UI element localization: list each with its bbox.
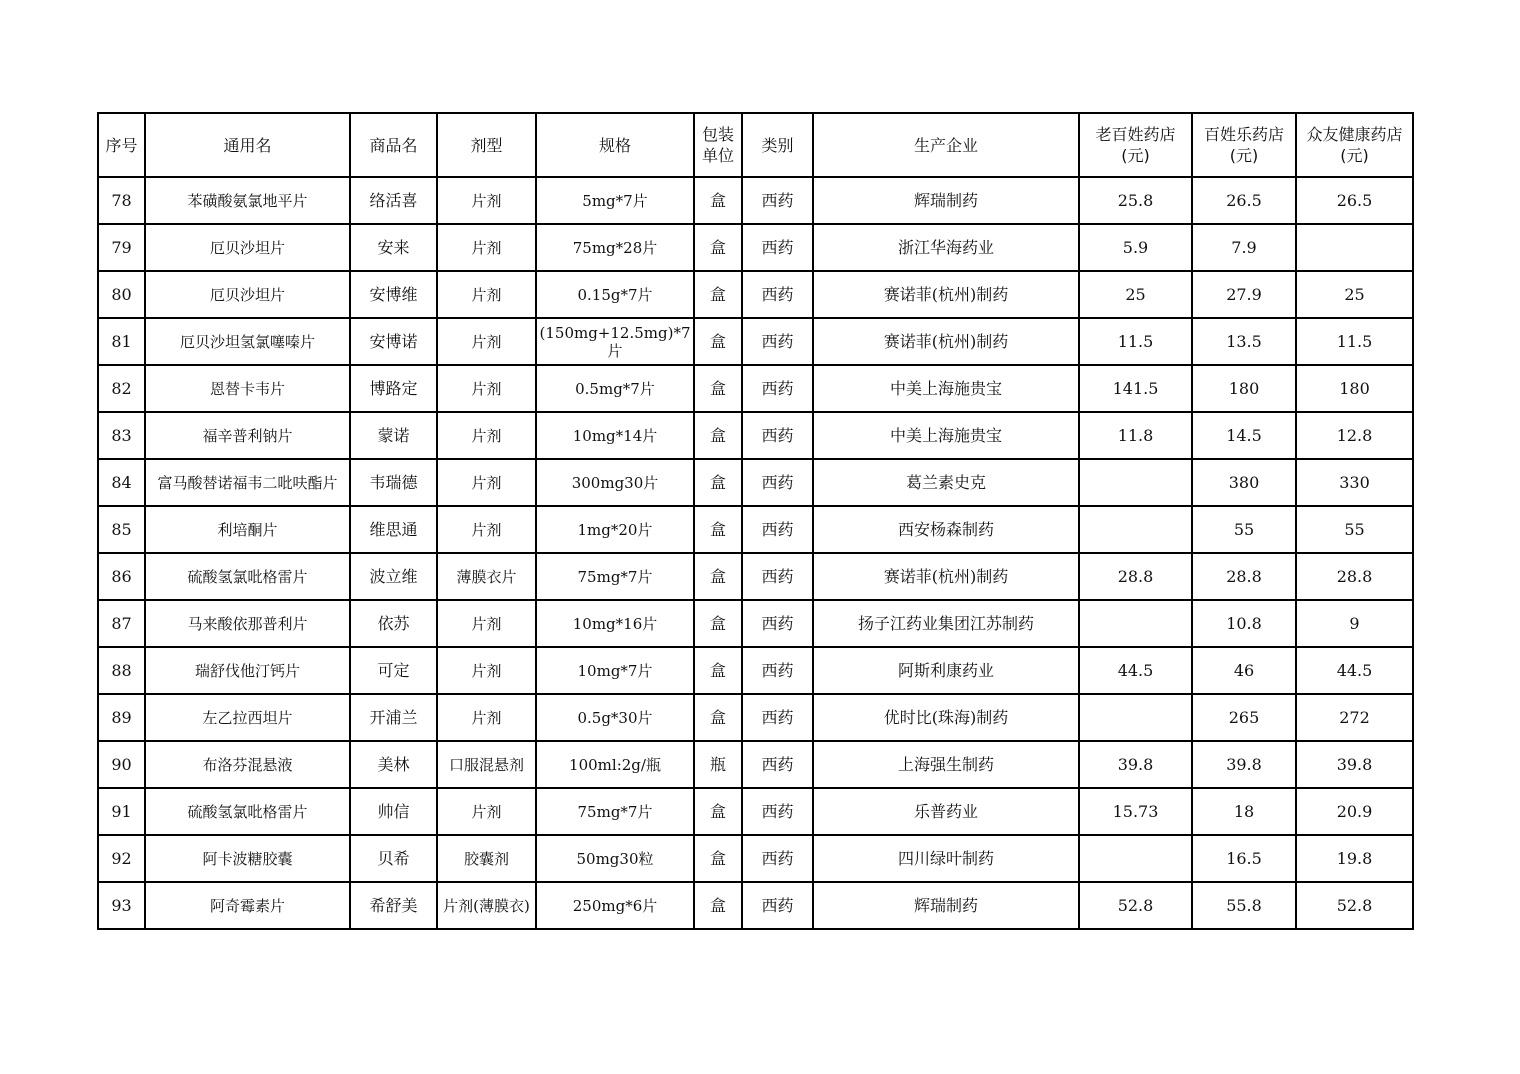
cell-store1-price: 25.8 bbox=[1079, 177, 1192, 224]
cell-generic-name: 左乙拉西坦片 bbox=[145, 694, 350, 741]
cell-store2-price: 265 bbox=[1192, 694, 1296, 741]
cell-package-unit: 盒 bbox=[694, 412, 742, 459]
header-store1-price: 老百姓药店(元) bbox=[1079, 113, 1192, 177]
cell-seq: 85 bbox=[98, 506, 145, 553]
cell-package-unit: 盒 bbox=[694, 459, 742, 506]
cell-specification: 75mg*7片 bbox=[536, 788, 694, 835]
cell-category: 西药 bbox=[742, 365, 813, 412]
cell-category: 西药 bbox=[742, 647, 813, 694]
cell-brand-name: 贝希 bbox=[350, 835, 437, 882]
cell-brand-name: 络活喜 bbox=[350, 177, 437, 224]
cell-dosage-form: 片剂 bbox=[437, 177, 536, 224]
cell-package-unit: 盒 bbox=[694, 553, 742, 600]
cell-generic-name: 阿奇霉素片 bbox=[145, 882, 350, 929]
cell-dosage-form: 片剂 bbox=[437, 365, 536, 412]
header-package-unit: 包装单位 bbox=[694, 113, 742, 177]
cell-generic-name: 苯磺酸氨氯地平片 bbox=[145, 177, 350, 224]
cell-store1-price: 141.5 bbox=[1079, 365, 1192, 412]
cell-store2-price: 10.8 bbox=[1192, 600, 1296, 647]
cell-store3-price: 11.5 bbox=[1296, 318, 1413, 365]
cell-store1-price: 52.8 bbox=[1079, 882, 1192, 929]
cell-brand-name: 可定 bbox=[350, 647, 437, 694]
header-manufacturer: 生产企业 bbox=[813, 113, 1079, 177]
cell-category: 西药 bbox=[742, 835, 813, 882]
table-row bbox=[98, 318, 1413, 365]
cell-brand-name: 维思通 bbox=[350, 506, 437, 553]
cell-dosage-form: 片剂 bbox=[437, 318, 536, 365]
cell-seq: 80 bbox=[98, 271, 145, 318]
cell-store1-price bbox=[1079, 694, 1192, 741]
cell-specification: (150mg+12.5mg)*7片 bbox=[536, 318, 694, 365]
cell-store1-price: 25 bbox=[1079, 271, 1192, 318]
cell-manufacturer: 赛诺菲(杭州)制药 bbox=[813, 271, 1079, 318]
cell-seq: 81 bbox=[98, 318, 145, 365]
cell-brand-name: 韦瑞德 bbox=[350, 459, 437, 506]
cell-store2-price: 46 bbox=[1192, 647, 1296, 694]
cell-manufacturer: 浙江华海药业 bbox=[813, 224, 1079, 271]
cell-seq: 87 bbox=[98, 600, 145, 647]
header-seq: 序号 bbox=[98, 113, 145, 177]
cell-store2-price: 180 bbox=[1192, 365, 1296, 412]
header-dosage-form: 剂型 bbox=[437, 113, 536, 177]
table-row bbox=[98, 694, 1413, 741]
cell-manufacturer: 阿斯利康药业 bbox=[813, 647, 1079, 694]
cell-category: 西药 bbox=[742, 459, 813, 506]
cell-seq: 83 bbox=[98, 412, 145, 459]
cell-dosage-form: 片剂 bbox=[437, 647, 536, 694]
cell-seq: 84 bbox=[98, 459, 145, 506]
header-category: 类别 bbox=[742, 113, 813, 177]
cell-store3-price: 28.8 bbox=[1296, 553, 1413, 600]
cell-store3-price: 180 bbox=[1296, 365, 1413, 412]
cell-category: 西药 bbox=[742, 553, 813, 600]
header-specification: 规格 bbox=[536, 113, 694, 177]
cell-seq: 91 bbox=[98, 788, 145, 835]
cell-specification: 100ml:2g/瓶 bbox=[536, 741, 694, 788]
cell-seq: 93 bbox=[98, 882, 145, 929]
cell-store2-price: 18 bbox=[1192, 788, 1296, 835]
header-brand-name: 商品名 bbox=[350, 113, 437, 177]
cell-seq: 92 bbox=[98, 835, 145, 882]
cell-dosage-form: 胶囊剂 bbox=[437, 835, 536, 882]
table-row bbox=[98, 224, 1413, 271]
price-table-sheet bbox=[97, 112, 1414, 930]
cell-brand-name: 开浦兰 bbox=[350, 694, 437, 741]
cell-store1-price: 39.8 bbox=[1079, 741, 1192, 788]
cell-store2-price: 28.8 bbox=[1192, 553, 1296, 600]
cell-specification: 75mg*28片 bbox=[536, 224, 694, 271]
cell-store3-price: 44.5 bbox=[1296, 647, 1413, 694]
cell-package-unit: 盒 bbox=[694, 318, 742, 365]
cell-manufacturer: 赛诺菲(杭州)制药 bbox=[813, 553, 1079, 600]
table-row bbox=[98, 271, 1413, 318]
cell-store2-price: 7.9 bbox=[1192, 224, 1296, 271]
cell-brand-name: 波立维 bbox=[350, 553, 437, 600]
cell-store1-price bbox=[1079, 506, 1192, 553]
cell-generic-name: 硫酸氢氯吡格雷片 bbox=[145, 553, 350, 600]
cell-generic-name: 阿卡波糖胶囊 bbox=[145, 835, 350, 882]
cell-store3-price bbox=[1296, 224, 1413, 271]
cell-specification: 10mg*16片 bbox=[536, 600, 694, 647]
cell-dosage-form: 薄膜衣片 bbox=[437, 553, 536, 600]
cell-store3-price: 55 bbox=[1296, 506, 1413, 553]
table-row bbox=[98, 459, 1413, 506]
cell-manufacturer: 中美上海施贵宝 bbox=[813, 365, 1079, 412]
table-row bbox=[98, 741, 1413, 788]
cell-store3-price: 26.5 bbox=[1296, 177, 1413, 224]
cell-seq: 79 bbox=[98, 224, 145, 271]
cell-store1-price bbox=[1079, 459, 1192, 506]
cell-dosage-form: 口服混悬剂 bbox=[437, 741, 536, 788]
cell-store3-price: 12.8 bbox=[1296, 412, 1413, 459]
cell-package-unit: 瓶 bbox=[694, 741, 742, 788]
table-row bbox=[98, 365, 1413, 412]
cell-brand-name: 美林 bbox=[350, 741, 437, 788]
cell-store1-price: 11.5 bbox=[1079, 318, 1192, 365]
cell-specification: 0.5mg*7片 bbox=[536, 365, 694, 412]
cell-specification: 300mg30片 bbox=[536, 459, 694, 506]
cell-package-unit: 盒 bbox=[694, 882, 742, 929]
cell-dosage-form: 片剂 bbox=[437, 459, 536, 506]
cell-seq: 89 bbox=[98, 694, 145, 741]
header-row bbox=[98, 113, 1413, 177]
cell-store3-price: 39.8 bbox=[1296, 741, 1413, 788]
cell-store2-price: 380 bbox=[1192, 459, 1296, 506]
cell-generic-name: 瑞舒伐他汀钙片 bbox=[145, 647, 350, 694]
cell-dosage-form: 片剂 bbox=[437, 694, 536, 741]
cell-manufacturer: 赛诺菲(杭州)制药 bbox=[813, 318, 1079, 365]
cell-specification: 10mg*14片 bbox=[536, 412, 694, 459]
cell-specification: 75mg*7片 bbox=[536, 553, 694, 600]
cell-store2-price: 55 bbox=[1192, 506, 1296, 553]
cell-store3-price: 19.8 bbox=[1296, 835, 1413, 882]
cell-store2-price: 39.8 bbox=[1192, 741, 1296, 788]
cell-specification: 250mg*6片 bbox=[536, 882, 694, 929]
cell-store1-price: 5.9 bbox=[1079, 224, 1192, 271]
cell-specification: 5mg*7片 bbox=[536, 177, 694, 224]
table-row bbox=[98, 882, 1413, 929]
cell-manufacturer: 西安杨森制药 bbox=[813, 506, 1079, 553]
cell-manufacturer: 辉瑞制药 bbox=[813, 882, 1079, 929]
cell-category: 西药 bbox=[742, 177, 813, 224]
cell-store2-price: 13.5 bbox=[1192, 318, 1296, 365]
cell-dosage-form: 片剂(薄膜衣) bbox=[437, 882, 536, 929]
cell-package-unit: 盒 bbox=[694, 506, 742, 553]
header-store2-price: 百姓乐药店(元) bbox=[1192, 113, 1296, 177]
cell-generic-name: 厄贝沙坦片 bbox=[145, 271, 350, 318]
cell-store1-price bbox=[1079, 835, 1192, 882]
cell-package-unit: 盒 bbox=[694, 788, 742, 835]
header-generic-name: 通用名 bbox=[145, 113, 350, 177]
cell-specification: 0.15g*7片 bbox=[536, 271, 694, 318]
table-row bbox=[98, 177, 1413, 224]
cell-generic-name: 利培酮片 bbox=[145, 506, 350, 553]
cell-seq: 82 bbox=[98, 365, 145, 412]
cell-manufacturer: 优时比(珠海)制药 bbox=[813, 694, 1079, 741]
table-body bbox=[98, 177, 1413, 929]
cell-generic-name: 福辛普利钠片 bbox=[145, 412, 350, 459]
table-row bbox=[98, 600, 1413, 647]
cell-store3-price: 272 bbox=[1296, 694, 1413, 741]
cell-manufacturer: 乐普药业 bbox=[813, 788, 1079, 835]
cell-category: 西药 bbox=[742, 788, 813, 835]
cell-store1-price: 15.73 bbox=[1079, 788, 1192, 835]
cell-store1-price: 28.8 bbox=[1079, 553, 1192, 600]
cell-brand-name: 依苏 bbox=[350, 600, 437, 647]
cell-store1-price: 11.8 bbox=[1079, 412, 1192, 459]
cell-package-unit: 盒 bbox=[694, 271, 742, 318]
cell-store2-price: 14.5 bbox=[1192, 412, 1296, 459]
cell-seq: 78 bbox=[98, 177, 145, 224]
cell-category: 西药 bbox=[742, 412, 813, 459]
cell-generic-name: 马来酸依那普利片 bbox=[145, 600, 350, 647]
table-row bbox=[98, 788, 1413, 835]
cell-category: 西药 bbox=[742, 271, 813, 318]
cell-store3-price: 25 bbox=[1296, 271, 1413, 318]
cell-manufacturer: 葛兰素史克 bbox=[813, 459, 1079, 506]
cell-store2-price: 55.8 bbox=[1192, 882, 1296, 929]
cell-dosage-form: 片剂 bbox=[437, 224, 536, 271]
cell-category: 西药 bbox=[742, 224, 813, 271]
cell-brand-name: 帅信 bbox=[350, 788, 437, 835]
cell-brand-name: 蒙诺 bbox=[350, 412, 437, 459]
cell-package-unit: 盒 bbox=[694, 365, 742, 412]
cell-category: 西药 bbox=[742, 694, 813, 741]
cell-package-unit: 盒 bbox=[694, 177, 742, 224]
cell-package-unit: 盒 bbox=[694, 600, 742, 647]
drug-price-table bbox=[97, 112, 1414, 930]
cell-package-unit: 盒 bbox=[694, 224, 742, 271]
cell-specification: 0.5g*30片 bbox=[536, 694, 694, 741]
cell-dosage-form: 片剂 bbox=[437, 506, 536, 553]
cell-manufacturer: 四川绿叶制药 bbox=[813, 835, 1079, 882]
cell-seq: 90 bbox=[98, 741, 145, 788]
cell-generic-name: 布洛芬混悬液 bbox=[145, 741, 350, 788]
cell-store3-price: 9 bbox=[1296, 600, 1413, 647]
table-row bbox=[98, 506, 1413, 553]
cell-brand-name: 安来 bbox=[350, 224, 437, 271]
cell-category: 西药 bbox=[742, 318, 813, 365]
cell-brand-name: 博路定 bbox=[350, 365, 437, 412]
cell-category: 西药 bbox=[742, 882, 813, 929]
cell-store3-price: 20.9 bbox=[1296, 788, 1413, 835]
cell-dosage-form: 片剂 bbox=[437, 271, 536, 318]
cell-generic-name: 硫酸氢氯吡格雷片 bbox=[145, 788, 350, 835]
cell-store2-price: 16.5 bbox=[1192, 835, 1296, 882]
table-row bbox=[98, 553, 1413, 600]
table-row bbox=[98, 647, 1413, 694]
cell-package-unit: 盒 bbox=[694, 647, 742, 694]
cell-manufacturer: 扬子江药业集团江苏制药 bbox=[813, 600, 1079, 647]
cell-brand-name: 希舒美 bbox=[350, 882, 437, 929]
cell-package-unit: 盒 bbox=[694, 835, 742, 882]
cell-store3-price: 330 bbox=[1296, 459, 1413, 506]
cell-seq: 86 bbox=[98, 553, 145, 600]
cell-category: 西药 bbox=[742, 600, 813, 647]
cell-category: 西药 bbox=[742, 741, 813, 788]
cell-category: 西药 bbox=[742, 506, 813, 553]
cell-store3-price: 52.8 bbox=[1296, 882, 1413, 929]
cell-store2-price: 27.9 bbox=[1192, 271, 1296, 318]
cell-brand-name: 安博诺 bbox=[350, 318, 437, 365]
header-store3-price: 众友健康药店(元) bbox=[1296, 113, 1413, 177]
cell-generic-name: 恩替卡韦片 bbox=[145, 365, 350, 412]
cell-specification: 1mg*20片 bbox=[536, 506, 694, 553]
cell-generic-name: 富马酸替诺福韦二吡呋酯片 bbox=[145, 459, 350, 506]
cell-specification: 50mg30粒 bbox=[536, 835, 694, 882]
cell-manufacturer: 辉瑞制药 bbox=[813, 177, 1079, 224]
cell-manufacturer: 中美上海施贵宝 bbox=[813, 412, 1079, 459]
cell-dosage-form: 片剂 bbox=[437, 412, 536, 459]
cell-manufacturer: 上海强生制药 bbox=[813, 741, 1079, 788]
table-row bbox=[98, 412, 1413, 459]
cell-seq: 88 bbox=[98, 647, 145, 694]
cell-dosage-form: 片剂 bbox=[437, 788, 536, 835]
cell-specification: 10mg*7片 bbox=[536, 647, 694, 694]
cell-store2-price: 26.5 bbox=[1192, 177, 1296, 224]
cell-generic-name: 厄贝沙坦片 bbox=[145, 224, 350, 271]
cell-store1-price bbox=[1079, 600, 1192, 647]
cell-store1-price: 44.5 bbox=[1079, 647, 1192, 694]
table-row bbox=[98, 835, 1413, 882]
cell-package-unit: 盒 bbox=[694, 694, 742, 741]
cell-brand-name: 安博维 bbox=[350, 271, 437, 318]
cell-dosage-form: 片剂 bbox=[437, 600, 536, 647]
cell-generic-name: 厄贝沙坦氢氯噻嗪片 bbox=[145, 318, 350, 365]
